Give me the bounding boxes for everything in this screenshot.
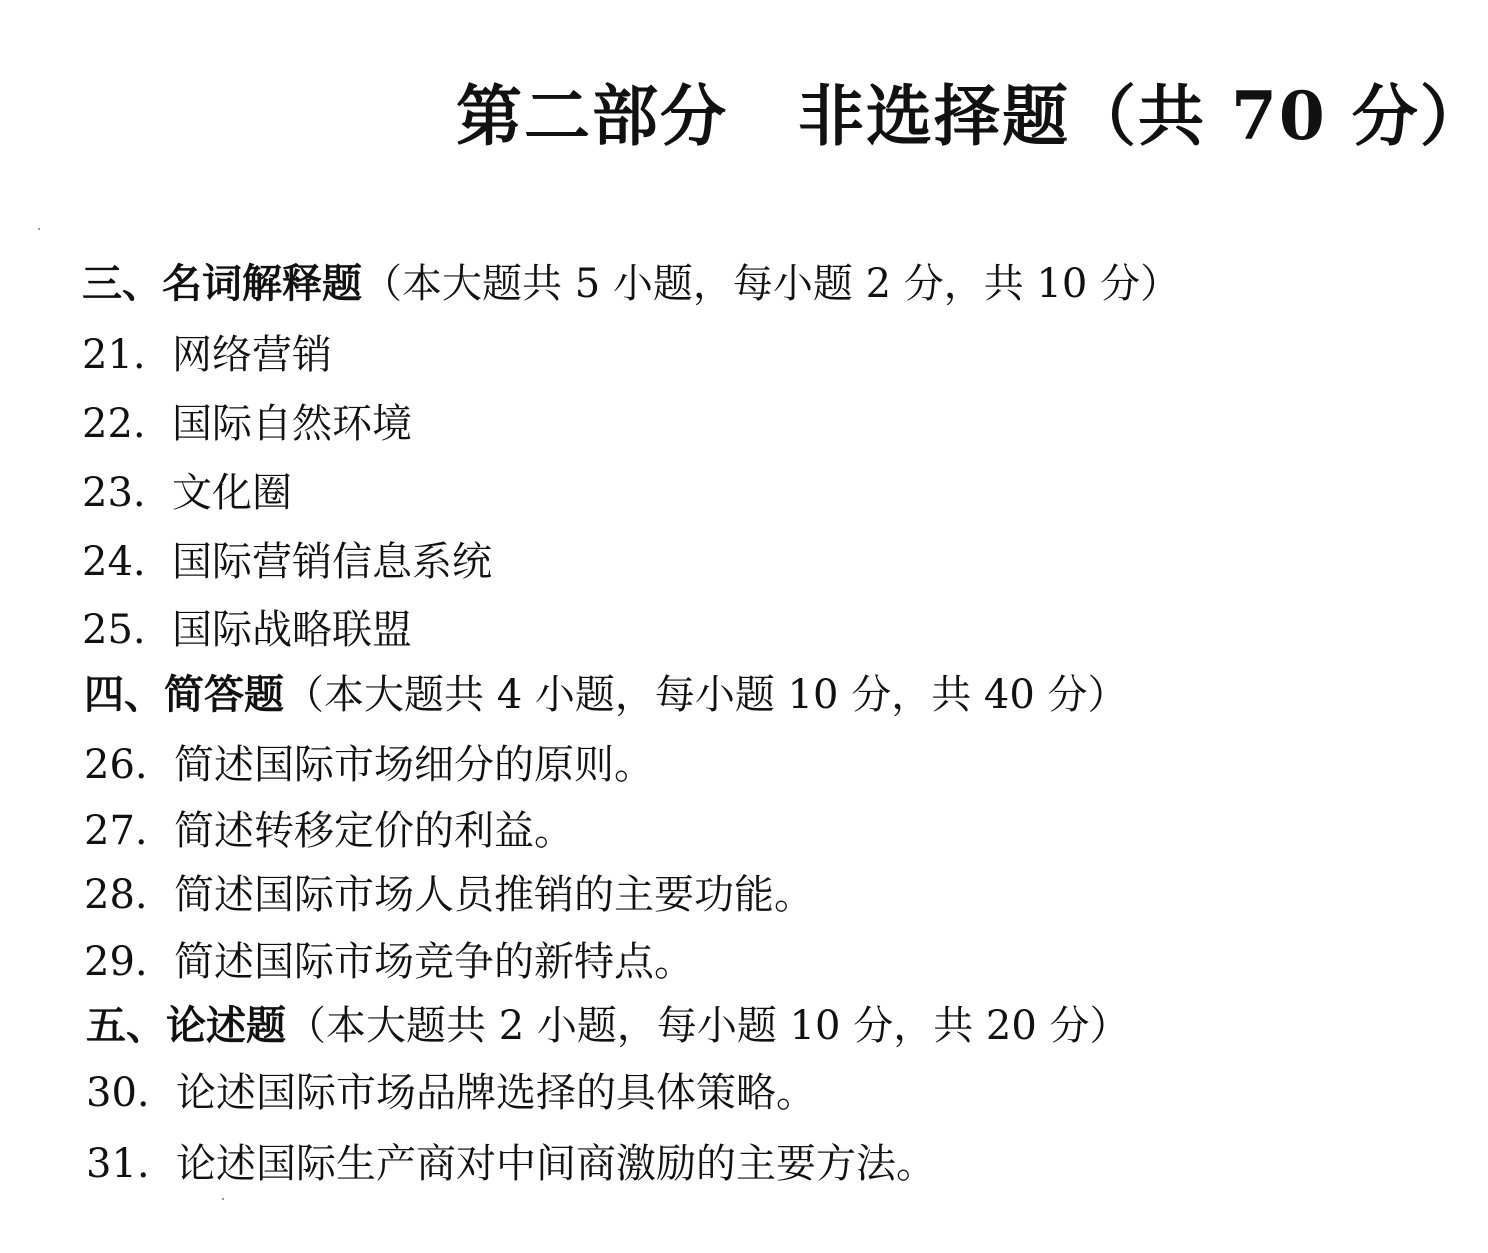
question-text: 国际自然环境 xyxy=(172,401,412,447)
question-text: 简述国际市场细分的原则。 xyxy=(174,742,654,788)
question-number: 22. xyxy=(82,401,146,447)
section-heading-note: （本大题共 5 小题，每小题 2 分，共 10 分） xyxy=(362,261,1181,307)
question-text: 论述国际市场品牌选择的具体策略。 xyxy=(176,1070,816,1116)
question-text: 论述国际生产商对中间商激励的主要方法。 xyxy=(176,1141,936,1187)
section-heading-note: （本大题共 2 小题，每小题 10 分，共 20 分） xyxy=(286,1003,1130,1049)
scan-speck xyxy=(38,228,40,230)
question-number: 21. xyxy=(82,332,146,378)
question-number: 31. xyxy=(86,1141,150,1187)
section-heading-title: 五、论述题 xyxy=(86,1002,286,1049)
question-item xyxy=(84,870,814,920)
question-item xyxy=(84,806,574,856)
question-item xyxy=(82,468,292,518)
section-heading-title: 三、名词解释题 xyxy=(82,260,362,307)
question-text: 简述国际市场人员推销的主要功能。 xyxy=(174,872,814,918)
question-number: 28. xyxy=(84,872,148,918)
section-heading-title: 四、简答题 xyxy=(84,671,284,718)
question-text: 简述转移定价的利益。 xyxy=(174,808,574,854)
question-text: 简述国际市场竞争的新特点。 xyxy=(174,939,694,985)
question-number: 26. xyxy=(84,742,148,788)
question-item xyxy=(82,399,412,449)
section-heading-short-answer xyxy=(84,670,1128,720)
question-item xyxy=(82,605,412,655)
section-heading-note: （本大题共 4 小题，每小题 10 分，共 40 分） xyxy=(284,672,1128,718)
scan-speck xyxy=(222,1198,224,1200)
question-item xyxy=(84,740,654,790)
question-item xyxy=(84,937,694,987)
question-item xyxy=(86,1139,936,1189)
question-text: 国际营销信息系统 xyxy=(172,539,492,585)
question-item xyxy=(82,330,332,380)
question-number: 27. xyxy=(84,808,148,854)
question-text: 文化圈 xyxy=(172,470,292,516)
part-label: 第二部分 xyxy=(456,77,728,155)
section-heading-terms xyxy=(82,259,1180,309)
section-heading-essay xyxy=(86,1001,1130,1051)
question-item xyxy=(82,537,492,587)
question-number: 23. xyxy=(82,470,146,516)
question-number: 24. xyxy=(82,539,146,585)
question-number: 29. xyxy=(84,939,148,985)
question-number: 25. xyxy=(82,607,146,653)
question-text: 国际战略联盟 xyxy=(172,607,412,653)
page-title xyxy=(456,76,1488,156)
question-text: 网络营销 xyxy=(172,332,332,378)
question-number: 30. xyxy=(86,1070,150,1116)
part-name: 非选择题（共 70 分） xyxy=(798,77,1488,155)
question-item xyxy=(86,1068,816,1118)
